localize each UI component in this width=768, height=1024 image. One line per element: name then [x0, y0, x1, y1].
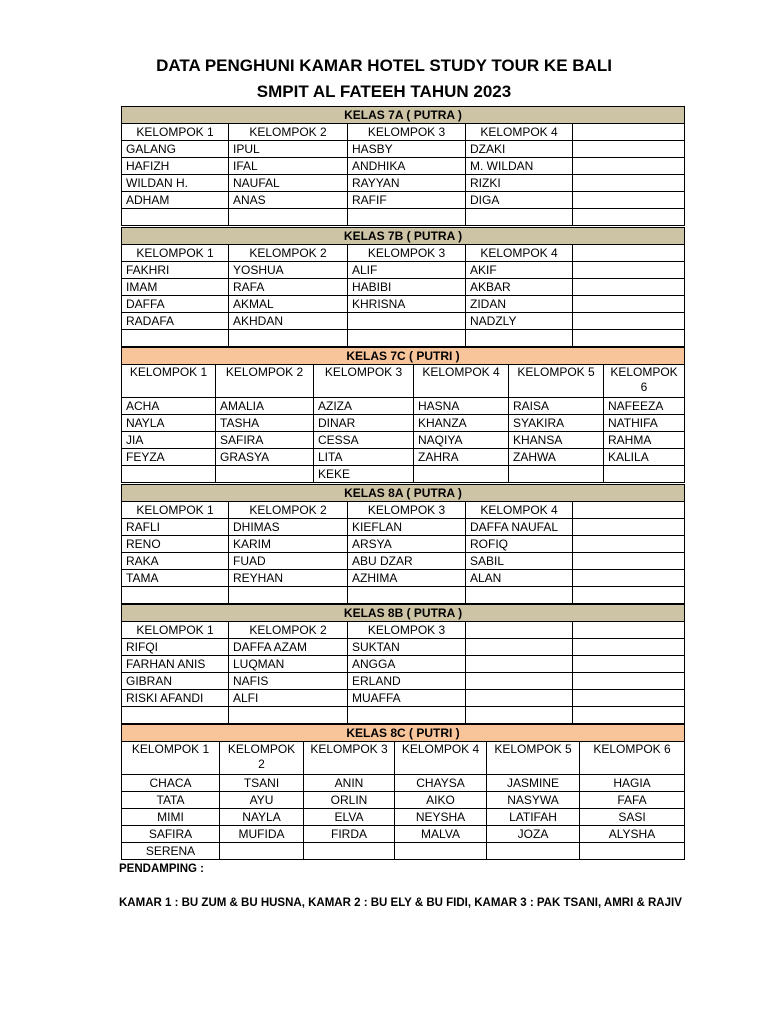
name-cell: TSANI — [220, 775, 304, 792]
name-cell: ADHAM — [122, 192, 229, 209]
table-row — [122, 553, 685, 570]
section-header: KELAS 8B ( PUTRA ) — [122, 605, 685, 622]
name-cell: CHACA — [122, 775, 220, 792]
table-row — [122, 158, 685, 175]
name-cell — [348, 209, 466, 226]
name-cell: FUAD — [229, 553, 348, 570]
group-header: KELOMPOK 3 — [348, 622, 466, 639]
group-header: KELOMPOK 2 — [229, 124, 348, 141]
name-cell: FAFA — [580, 792, 685, 809]
name-cell: ABU DZAR — [348, 553, 466, 570]
name-cell — [466, 639, 573, 656]
name-cell: HAFIZH — [122, 158, 229, 175]
name-cell — [348, 707, 466, 724]
name-cell: AYU — [220, 792, 304, 809]
table-row — [122, 296, 685, 313]
name-cell: RISKI AFANDI — [122, 690, 229, 707]
name-cell: RENO — [122, 536, 229, 553]
name-cell — [466, 690, 573, 707]
group-header: KELOMPOK 3 — [348, 124, 466, 141]
name-cell: ANAS — [229, 192, 348, 209]
name-cell: NAYLA — [220, 809, 304, 826]
name-cell: JOZA — [487, 826, 580, 843]
group-header: KELOMPOK 3 — [304, 742, 395, 775]
name-cell: ERLAND — [348, 673, 466, 690]
name-cell: RIFQI — [122, 639, 229, 656]
name-cell: MALVA — [395, 826, 487, 843]
pendamping-text: KAMAR 1 : BU ZUM & BU HUSNA, KAMAR 2 : BU ELY & BU FIDI, KAMAR 3 : PAK TSANI, AMRI & RAJIV — [119, 897, 682, 909]
name-cell: ANGGA — [348, 656, 466, 673]
name-cell: DHIMAS — [229, 519, 348, 536]
group-header: KELOMPOK 1 — [122, 622, 229, 639]
name-cell — [348, 330, 466, 347]
group-header: KELOMPOK 5 — [509, 365, 604, 398]
table-row — [122, 262, 685, 279]
name-cell — [122, 466, 216, 483]
name-cell: AKHDAN — [229, 313, 348, 330]
table-kelas-7b — [121, 227, 685, 347]
group-header: KELOMPOK 3 — [348, 502, 466, 519]
name-cell — [573, 656, 685, 673]
section-header: KELAS 8A ( PUTRA ) — [122, 485, 685, 502]
name-cell — [573, 587, 685, 604]
name-cell: ZAHRA — [414, 449, 509, 466]
table-row — [122, 707, 685, 724]
name-cell — [466, 656, 573, 673]
name-cell — [573, 707, 685, 724]
name-cell: REYHAN — [229, 570, 348, 587]
name-cell — [466, 209, 573, 226]
name-cell — [122, 587, 229, 604]
name-cell — [580, 843, 685, 860]
name-cell — [573, 519, 685, 536]
name-cell — [229, 330, 348, 347]
group-header: KELOMPOK 2 — [216, 365, 314, 398]
name-cell: NEYSHA — [395, 809, 487, 826]
section-header: KELAS 7C ( PUTRI ) — [122, 348, 685, 365]
name-cell — [229, 587, 348, 604]
name-cell: ALFI — [229, 690, 348, 707]
table-row — [122, 639, 685, 656]
group-header: KELOMPOK 1 — [122, 742, 220, 775]
group-header: KELOMPOK 4 — [466, 245, 573, 262]
name-cell: IFAL — [229, 158, 348, 175]
name-cell: CESSA — [314, 432, 414, 449]
table-row — [122, 175, 685, 192]
group-header: KELOMPOK 4 — [395, 742, 487, 775]
name-cell — [573, 570, 685, 587]
name-cell — [229, 707, 348, 724]
name-cell — [348, 313, 466, 330]
group-header — [573, 124, 685, 141]
table-row — [122, 209, 685, 226]
table-row — [122, 415, 685, 432]
name-cell: SUKTAN — [348, 639, 466, 656]
name-cell: NASYWA — [487, 792, 580, 809]
name-cell — [573, 158, 685, 175]
name-cell: HAGIA — [580, 775, 685, 792]
name-cell: ZAHWA — [509, 449, 604, 466]
name-cell — [487, 843, 580, 860]
name-cell — [573, 536, 685, 553]
name-cell: MIMI — [122, 809, 220, 826]
name-cell: HASNA — [414, 398, 509, 415]
name-cell: FIRDA — [304, 826, 395, 843]
group-header: KELOMPOK 1 — [122, 502, 229, 519]
name-cell: IMAM — [122, 279, 229, 296]
section-header: KELAS 7A ( PUTRA ) — [122, 107, 685, 124]
name-cell: RADAFA — [122, 313, 229, 330]
name-cell: KHANSA — [509, 432, 604, 449]
table-kelas-8b — [121, 604, 685, 724]
table-row — [122, 656, 685, 673]
group-header: KELOMPOK 1 — [122, 245, 229, 262]
table-row — [122, 809, 685, 826]
table-row — [122, 536, 685, 553]
name-cell: AKMAL — [229, 296, 348, 313]
name-cell — [414, 466, 509, 483]
table-row — [122, 519, 685, 536]
name-cell: MUFIDA — [220, 826, 304, 843]
name-cell: GRASYA — [216, 449, 314, 466]
name-cell — [466, 673, 573, 690]
name-cell: KHANZA — [414, 415, 509, 432]
table-kelas-7a — [121, 106, 685, 226]
name-cell: NAFEEZA — [604, 398, 685, 415]
group-header — [573, 502, 685, 519]
name-cell — [122, 707, 229, 724]
table-row — [122, 587, 685, 604]
name-cell — [509, 466, 604, 483]
name-cell: RAYYAN — [348, 175, 466, 192]
section-header: KELAS 8C ( PUTRI ) — [122, 725, 685, 742]
name-cell — [573, 639, 685, 656]
name-cell: KARIM — [229, 536, 348, 553]
name-cell: RAFA — [229, 279, 348, 296]
name-cell: TAMA — [122, 570, 229, 587]
name-cell: ZIDAN — [466, 296, 573, 313]
table-row — [122, 192, 685, 209]
table-row — [122, 792, 685, 809]
group-header: KELOMPOK 2 — [220, 742, 304, 775]
name-cell: KALILA — [604, 449, 685, 466]
name-cell: DZAKI — [466, 141, 573, 158]
name-cell: GALANG — [122, 141, 229, 158]
name-cell: AZHIMA — [348, 570, 466, 587]
name-cell: ALAN — [466, 570, 573, 587]
name-cell: DAFFA AZAM — [229, 639, 348, 656]
name-cell: LATIFAH — [487, 809, 580, 826]
name-cell: JASMINE — [487, 775, 580, 792]
group-header: KELOMPOK 3 — [314, 365, 414, 398]
name-cell: AKIF — [466, 262, 573, 279]
name-cell: TATA — [122, 792, 220, 809]
name-cell — [229, 209, 348, 226]
group-header: KELOMPOK 3 — [348, 245, 466, 262]
pendamping-label: PENDAMPING : — [119, 863, 204, 875]
table-row — [122, 466, 685, 483]
table-row — [122, 313, 685, 330]
name-cell: ALIF — [348, 262, 466, 279]
name-cell: LITA — [314, 449, 414, 466]
name-cell: AMALIA — [216, 398, 314, 415]
name-cell — [573, 175, 685, 192]
name-cell: RAFLI — [122, 519, 229, 536]
group-header: KELOMPOK 6 — [580, 742, 685, 775]
name-cell: ORLIN — [304, 792, 395, 809]
group-header: KELOMPOK 2 — [229, 502, 348, 519]
table-row — [122, 775, 685, 792]
name-cell: ALYSHA — [580, 826, 685, 843]
name-cell — [573, 209, 685, 226]
table-row — [122, 673, 685, 690]
group-header: KELOMPOK 2 — [229, 622, 348, 639]
group-header — [573, 622, 685, 639]
group-header: KELOMPOK 1 — [122, 365, 216, 398]
document-title: DATA PENGHUNI KAMAR HOTEL STUDY TOUR KE BALI — [156, 56, 612, 75]
name-cell: RAHMA — [604, 432, 685, 449]
table-row — [122, 330, 685, 347]
name-cell: DIGA — [466, 192, 573, 209]
name-cell — [573, 262, 685, 279]
name-cell: HABIBI — [348, 279, 466, 296]
name-cell — [466, 330, 573, 347]
name-cell: KEKE — [314, 466, 414, 483]
name-cell — [348, 587, 466, 604]
table-row — [122, 279, 685, 296]
name-cell: IPUL — [229, 141, 348, 158]
name-cell: SYAKIRA — [509, 415, 604, 432]
name-cell: DAFFA NAUFAL — [466, 519, 573, 536]
table-kelas-8c — [121, 724, 685, 860]
name-cell: SERENA — [122, 843, 220, 860]
name-cell: DINAR — [314, 415, 414, 432]
group-header: KELOMPOK 2 — [229, 245, 348, 262]
name-cell: RAKA — [122, 553, 229, 570]
name-cell: ANDHIKA — [348, 158, 466, 175]
name-cell: TASHA — [216, 415, 314, 432]
name-cell: SAFIRA — [216, 432, 314, 449]
name-cell: RAISA — [509, 398, 604, 415]
group-header: KELOMPOK 4 — [414, 365, 509, 398]
name-cell — [466, 587, 573, 604]
name-cell: SAFIRA — [122, 826, 220, 843]
name-cell: FARHAN ANIS — [122, 656, 229, 673]
table-kelas-8a — [121, 484, 685, 604]
name-cell: KHRISNA — [348, 296, 466, 313]
name-cell — [304, 843, 395, 860]
name-cell — [573, 296, 685, 313]
name-cell: NAYLA — [122, 415, 216, 432]
name-cell: WILDAN H. — [122, 175, 229, 192]
name-cell: CHAYSA — [395, 775, 487, 792]
table-row — [122, 398, 685, 415]
name-cell: ANIN — [304, 775, 395, 792]
name-cell — [573, 141, 685, 158]
name-cell: RAFIF — [348, 192, 466, 209]
group-header: KELOMPOK 6 — [604, 365, 685, 398]
table-row — [122, 690, 685, 707]
name-cell — [573, 279, 685, 296]
name-cell: MUAFFA — [348, 690, 466, 707]
section-header: KELAS 7B ( PUTRA ) — [122, 228, 685, 245]
table-row — [122, 141, 685, 158]
name-cell — [216, 466, 314, 483]
name-cell: ELVA — [304, 809, 395, 826]
name-cell: ARSYA — [348, 536, 466, 553]
name-cell: NAQIYA — [414, 432, 509, 449]
name-cell: SABIL — [466, 553, 573, 570]
name-cell — [573, 313, 685, 330]
name-cell: RIZKI — [466, 175, 573, 192]
name-cell — [220, 843, 304, 860]
name-cell: LUQMAN — [229, 656, 348, 673]
table-kelas-7c — [121, 347, 685, 483]
name-cell — [573, 330, 685, 347]
name-cell: NAUFAL — [229, 175, 348, 192]
name-cell — [466, 707, 573, 724]
name-cell: NADZLY — [466, 313, 573, 330]
document-subtitle: SMPIT AL FATEEH TAHUN 2023 — [256, 82, 512, 101]
table-row — [122, 449, 685, 466]
table-row — [122, 826, 685, 843]
name-cell: HASBY — [348, 141, 466, 158]
name-cell: YOSHUA — [229, 262, 348, 279]
name-cell: SASI — [580, 809, 685, 826]
name-cell: JIA — [122, 432, 216, 449]
name-cell: ACHA — [122, 398, 216, 415]
group-header: KELOMPOK 4 — [466, 502, 573, 519]
name-cell: KIEFLAN — [348, 519, 466, 536]
name-cell: FAKHRI — [122, 262, 229, 279]
group-header: KELOMPOK 1 — [122, 124, 229, 141]
name-cell — [573, 553, 685, 570]
name-cell: AKBAR — [466, 279, 573, 296]
group-header: KELOMPOK 4 — [466, 124, 573, 141]
table-row — [122, 570, 685, 587]
name-cell: AZIZA — [314, 398, 414, 415]
name-cell: M. WILDAN — [466, 158, 573, 175]
group-header — [573, 245, 685, 262]
name-cell — [573, 690, 685, 707]
name-cell: AIKO — [395, 792, 487, 809]
group-header: KELOMPOK 5 — [487, 742, 580, 775]
table-row — [122, 843, 685, 860]
name-cell: FEYZA — [122, 449, 216, 466]
name-cell: NAFIS — [229, 673, 348, 690]
name-cell: ROFIQ — [466, 536, 573, 553]
name-cell — [573, 673, 685, 690]
group-header — [466, 622, 573, 639]
name-cell — [573, 192, 685, 209]
name-cell: GIBRAN — [122, 673, 229, 690]
name-cell — [604, 466, 685, 483]
name-cell: NATHIFA — [604, 415, 685, 432]
name-cell — [122, 209, 229, 226]
name-cell: DAFFA — [122, 296, 229, 313]
table-row — [122, 432, 685, 449]
name-cell — [122, 330, 229, 347]
name-cell — [395, 843, 487, 860]
